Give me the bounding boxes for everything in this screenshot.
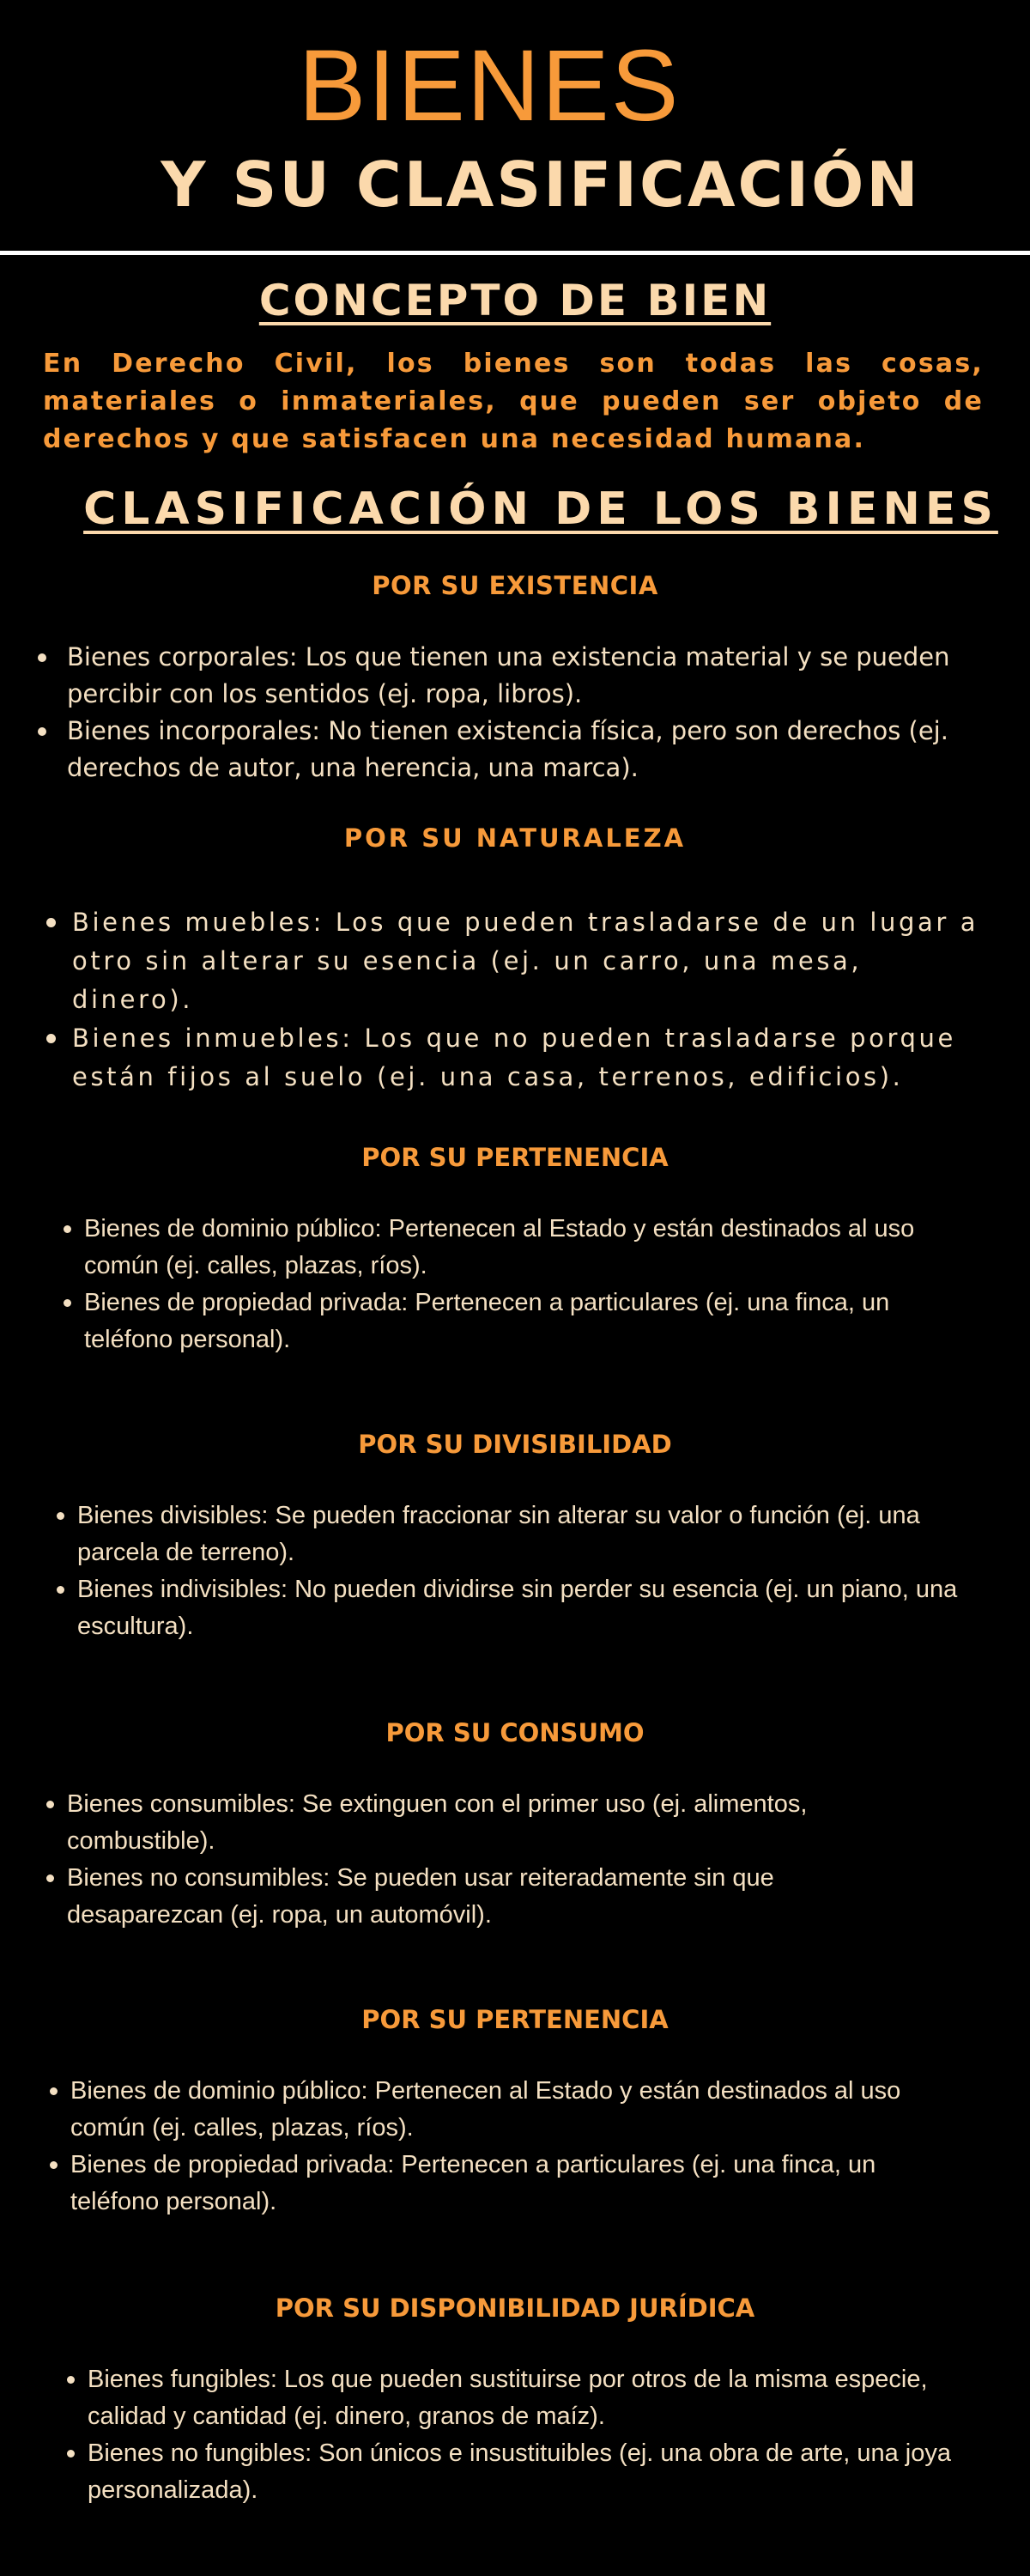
list-item: Bienes de dominio público: Pertenecen al Estado y están destinados al uso común (ej. calles, plazas, ríos).: [70, 2073, 963, 2147]
list-item: Bienes no consumibles: Se pueden usar reiteradamente sin que desaparezcan (ej. ropa, un automóvil).: [67, 1860, 925, 1934]
section-title: POR SU NATURALEZA: [343, 823, 687, 853]
section-pertenencia: [0, 1140, 1030, 1358]
concept-heading-text: CONCEPTO DE BIEN: [258, 276, 772, 325]
section-pertenencia-2: [0, 2002, 1030, 2221]
list-item: Bienes consumibles: Se extinguen con el primer uso (ej. alimentos, combustible).: [67, 1786, 925, 1860]
section-list: [67, 639, 977, 787]
list-item: Bienes divisibles: Se pueden fraccionar sin alterar su valor o función (ej. una parcela de terreno).: [77, 1498, 970, 1571]
list-item: Bienes fungibles: Los que pueden sustituirse por otros de la misma especie, calidad y cantidad (ej. dinero, granos de maíz).: [88, 2361, 989, 2435]
page-title: BIENES: [298, 29, 681, 143]
section-divisibilidad: [0, 1427, 1030, 1645]
list-item: Bienes de propiedad privada: Pertenecen a particulares (ej. una finca, un teléfono personal).: [70, 2147, 963, 2221]
section-list: [72, 903, 982, 1097]
section-list: [67, 1786, 925, 1934]
section-title: POR SU DIVISIBILIDAD: [358, 1430, 672, 1459]
section-list: [84, 1211, 977, 1358]
section-title: POR SU DISPONIBILIDAD JURÍDICA: [275, 2293, 755, 2323]
section-list: [77, 1498, 970, 1645]
concept-heading: [0, 273, 1030, 328]
header-divider: [0, 251, 1030, 255]
section-title: POR SU CONSUMO: [385, 1718, 645, 1747]
list-item: Bienes muebles: Los que pueden trasladarse de un lugar a otro sin alterar su esencia (ej. un carro, una mesa, dinero).: [72, 903, 982, 1019]
section-existencia: [0, 568, 1030, 787]
classification-heading-text: CLASIFICACIÓN DE LOS BIENES: [83, 483, 998, 535]
section-consumo: [0, 1716, 1030, 1934]
section-title: POR SU PERTENENCIA: [361, 1143, 669, 1172]
section-list: [88, 2361, 989, 2509]
section-title: POR SU EXISTENCIA: [372, 571, 658, 600]
list-item: Bienes inmuebles: Los que no pueden trasladarse porque están fijos al suelo (ej. una casa, terrenos, edificios).: [72, 1019, 982, 1097]
classification-heading: [0, 479, 1030, 539]
section-naturaleza: [0, 821, 1030, 1097]
section-list: [70, 2073, 963, 2221]
concept-definition: En Derecho Civil, los bienes son todas las cosas, materiales o inmateriales, que pueden ser objeto de derechos y que satisfacen una necesidad humana.: [43, 349, 984, 454]
list-item: Bienes indivisibles: No pueden dividirse sin perder su esencia (ej. un piano, una escultura).: [77, 1571, 970, 1645]
page-subtitle: Y SU CLASIFICACIÓN: [161, 149, 921, 221]
list-item: Bienes corporales: Los que tienen una existencia material y se pueden percibir con los sentidos (ej. ropa, libros).: [67, 639, 977, 713]
list-item: Bienes no fungibles: Son únicos e insustituibles (ej. una obra de arte, una joya personalizada).: [88, 2435, 989, 2509]
list-item: Bienes de propiedad privada: Pertenecen a particulares (ej. una finca, un teléfono personal).: [84, 1285, 977, 1358]
list-item: Bienes de dominio público: Pertenecen al Estado y están destinados al uso común (ej. calles, plazas, ríos).: [84, 1211, 977, 1285]
list-item: Bienes incorporales: No tienen existencia física, pero son derechos (ej. derechos de autor, una herencia, una marca).: [67, 713, 977, 787]
section-disponibilidad-juridica: [0, 2291, 1030, 2509]
section-title: POR SU PERTENENCIA: [361, 2005, 669, 2034]
